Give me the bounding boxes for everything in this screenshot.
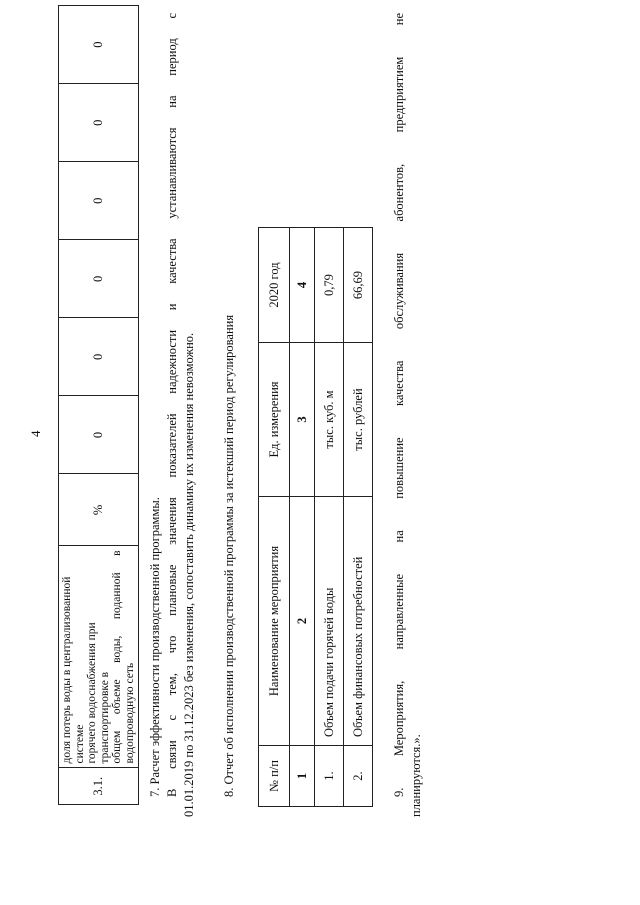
table-row [59,6,139,805]
program-report-table [258,227,373,807]
indicator-name-line: общем объеме воды, поданной в [111,550,123,764]
header-unit: Ед. измерения [259,343,290,497]
indicator-name-line: горячего водоснабжения при транспортировке в [86,622,111,764]
header-name: Наименование мероприятия [259,497,290,746]
header-num: № п/п [259,746,290,807]
value-cell: 0 [59,396,139,474]
column-number: 3 [290,343,315,497]
row-name: Объем финансовых потребностей [344,497,373,746]
indicator-name-line: водопроводную сеть [123,662,136,764]
unit-cell: % [59,474,139,546]
indicator-name-line: доля потерь воды в централизованной системе [61,576,86,764]
section9-line1: 9. Мероприятия, направленные на повышение качества обслуживания абонентов, предприятием не [392,13,406,797]
table-row [315,228,344,807]
table-row [344,228,373,807]
row-value: 0,79 [315,228,344,343]
row-value: 66,69 [344,228,373,343]
row-number: 3.1. [59,768,139,805]
row-name: Объем подачи горячей воды [315,497,344,746]
value-cell: 0 [59,240,139,318]
table-header-row [259,228,290,807]
header-year: 2020 год [259,228,290,343]
section7-line1: В связи с тем, что плановые значения показателей надежности и качества устанавливаются на период с [165,13,179,797]
value-cell: 0 [59,6,139,84]
column-number: 1 [290,746,315,807]
column-numbers-row [290,228,315,807]
column-number: 2 [290,497,315,746]
section8-heading: 8. Отчет об исполнении производственной программы за истекший период регулирования [222,314,236,797]
row-unit: тыс. рублей [344,343,373,497]
section9-line2: планируются.». [409,734,423,817]
section7-line2: 01.01.2019 по 31.12.2023 без изменения, сопоставить динамику их изменения невозможно. [182,332,196,817]
section7-heading: 7. Расчет эффективности производственной программы. [148,497,162,797]
column-number: 4 [290,228,315,343]
row-unit: тыс. куб. м [315,343,344,497]
value-cell: 0 [59,84,139,162]
value-cell: 0 [59,162,139,240]
row-number: 2. [344,746,373,807]
indicator-name [59,546,139,768]
page-number: 4 [28,430,43,437]
value-cell: 0 [59,318,139,396]
indicators-table [58,5,139,805]
row-number: 1. [315,746,344,807]
